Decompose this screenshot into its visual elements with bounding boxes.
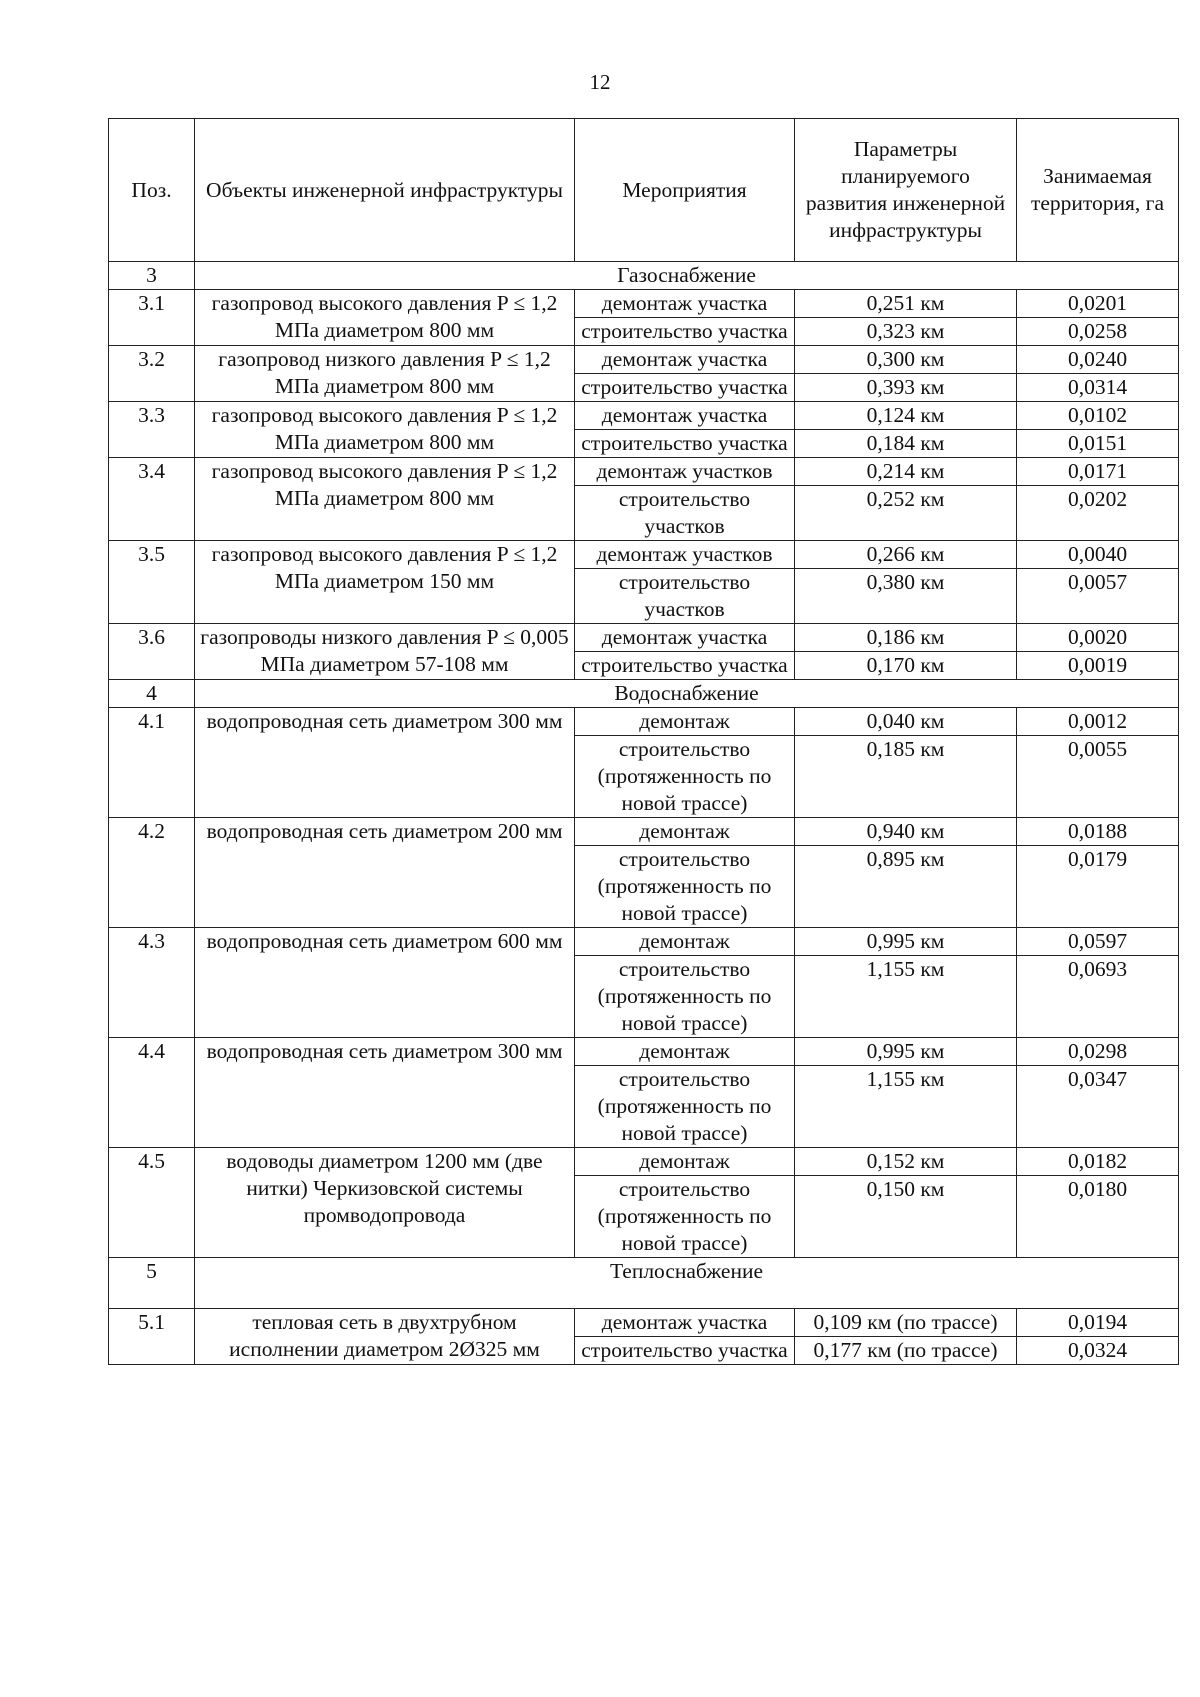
table-row (109, 708, 1179, 736)
item-object: водопроводная сеть диаметром 200 мм (195, 818, 575, 928)
section-pos: 3 (109, 262, 195, 290)
header-params: Параметры планируемого развития инженерной инфраструктуры (795, 119, 1017, 262)
item-area: 0,0057 (1017, 569, 1179, 624)
item-measure: демонтаж участка (575, 624, 795, 652)
item-measure: демонтаж участков (575, 458, 795, 486)
item-area: 0,0188 (1017, 818, 1179, 846)
item-param: 0,177 км (по трассе) (795, 1337, 1017, 1365)
item-param: 0,252 км (795, 486, 1017, 541)
table-row (109, 402, 1179, 430)
item-area: 0,0102 (1017, 402, 1179, 430)
item-area: 0,0020 (1017, 624, 1179, 652)
item-measure: строительство участка (575, 318, 795, 346)
infrastructure-table (108, 118, 1179, 1365)
item-measure: строительство участка (575, 652, 795, 680)
item-pos: 3.5 (109, 541, 195, 624)
item-area: 0,0258 (1017, 318, 1179, 346)
item-area: 0,0182 (1017, 1148, 1179, 1176)
section-title: Газоснабжение (195, 262, 1179, 290)
section-pos: 4 (109, 680, 195, 708)
item-area: 0,0019 (1017, 652, 1179, 680)
item-pos: 4.3 (109, 928, 195, 1038)
header-objects: Объекты инженерной инфраструктуры (195, 119, 575, 262)
table-row (109, 1038, 1179, 1066)
item-param: 0,266 км (795, 541, 1017, 569)
item-measure: строительство (протяженность по новой трассе) (575, 1176, 795, 1258)
header-pos: Поз. (109, 119, 195, 262)
item-object: водопроводная сеть диаметром 300 мм (195, 708, 575, 818)
item-pos: 4.5 (109, 1148, 195, 1258)
item-param: 0,323 км (795, 318, 1017, 346)
item-object: газопровод низкого давления P ≤ 1,2 МПа диаметром 800 мм (195, 346, 575, 402)
item-param: 0,995 км (795, 1038, 1017, 1066)
item-area: 0,0324 (1017, 1337, 1179, 1365)
table-row (109, 1309, 1179, 1337)
table-row (109, 818, 1179, 846)
table-row (109, 346, 1179, 374)
item-area: 0,0201 (1017, 290, 1179, 318)
item-measure: строительство (протяженность по новой трассе) (575, 736, 795, 818)
table-body (109, 262, 1179, 1365)
item-pos: 3.6 (109, 624, 195, 680)
item-measure: демонтаж участка (575, 402, 795, 430)
item-pos: 3.3 (109, 402, 195, 458)
item-object: газопровод высокого давления P ≤ 1,2 МПа диаметром 800 мм (195, 290, 575, 346)
section-row (109, 680, 1179, 708)
item-measure: демонтаж (575, 928, 795, 956)
item-measure: строительство участка (575, 1337, 795, 1365)
item-param: 1,155 км (795, 956, 1017, 1038)
item-param: 0,393 км (795, 374, 1017, 402)
item-measure: демонтаж участка (575, 346, 795, 374)
item-measure: строительство (протяженность по новой трассе) (575, 846, 795, 928)
item-measure: демонтаж (575, 1148, 795, 1176)
item-param: 0,184 км (795, 430, 1017, 458)
item-area: 0,0055 (1017, 736, 1179, 818)
section-row (109, 262, 1179, 290)
item-object: тепловая сеть в двухтрубном исполнении диаметром 2Ø325 мм (195, 1309, 575, 1365)
item-object: газопровод высокого давления P ≤ 1,2 МПа диаметром 800 мм (195, 402, 575, 458)
item-pos: 4.1 (109, 708, 195, 818)
item-pos: 4.2 (109, 818, 195, 928)
item-param: 1,155 км (795, 1066, 1017, 1148)
item-param: 0,170 км (795, 652, 1017, 680)
item-measure: демонтаж участка (575, 290, 795, 318)
item-param: 0,150 км (795, 1176, 1017, 1258)
section-pos: 5 (109, 1258, 195, 1309)
table-row (109, 928, 1179, 956)
item-measure: демонтаж участка (575, 1309, 795, 1337)
item-area: 0,0693 (1017, 956, 1179, 1038)
item-object: водоводы диаметром 1200 мм (две нитки) Черкизовской системы промводопровода (195, 1148, 575, 1258)
table-row (109, 290, 1179, 318)
item-measure: строительство участка (575, 374, 795, 402)
item-measure: демонтаж (575, 818, 795, 846)
item-area: 0,0012 (1017, 708, 1179, 736)
item-param: 0,895 км (795, 846, 1017, 928)
header-measures: Мероприятия (575, 119, 795, 262)
item-param: 0,940 км (795, 818, 1017, 846)
item-area: 0,0194 (1017, 1309, 1179, 1337)
item-object: водопроводная сеть диаметром 300 мм (195, 1038, 575, 1148)
section-title: Водоснабжение (195, 680, 1179, 708)
item-pos: 4.4 (109, 1038, 195, 1148)
item-pos: 3.4 (109, 458, 195, 541)
item-area: 0,0151 (1017, 430, 1179, 458)
item-area: 0,0240 (1017, 346, 1179, 374)
table-row (109, 458, 1179, 486)
item-param: 0,186 км (795, 624, 1017, 652)
item-param: 0,152 км (795, 1148, 1017, 1176)
item-object: водопроводная сеть диаметром 600 мм (195, 928, 575, 1038)
item-measure: демонтаж (575, 708, 795, 736)
item-pos: 3.1 (109, 290, 195, 346)
item-param: 0,300 км (795, 346, 1017, 374)
item-area: 0,0202 (1017, 486, 1179, 541)
table-row (109, 624, 1179, 652)
table-header-row (109, 119, 1179, 262)
item-param: 0,040 км (795, 708, 1017, 736)
item-measure: строительство участков (575, 486, 795, 541)
item-param: 0,380 км (795, 569, 1017, 624)
item-object: газопровод высокого давления P ≤ 1,2 МПа диаметром 800 мм (195, 458, 575, 541)
item-area: 0,0298 (1017, 1038, 1179, 1066)
item-param: 0,185 км (795, 736, 1017, 818)
item-area: 0,0314 (1017, 374, 1179, 402)
item-area: 0,0179 (1017, 846, 1179, 928)
table-row (109, 1148, 1179, 1176)
item-param: 0,214 км (795, 458, 1017, 486)
item-measure: демонтаж (575, 1038, 795, 1066)
table-row (109, 541, 1179, 569)
item-measure: строительство участка (575, 430, 795, 458)
item-area: 0,0597 (1017, 928, 1179, 956)
item-measure: строительство участков (575, 569, 795, 624)
section-title: Теплоснабжение (195, 1258, 1179, 1309)
section-row (109, 1258, 1179, 1309)
item-area: 0,0347 (1017, 1066, 1179, 1148)
item-measure: демонтаж участков (575, 541, 795, 569)
item-pos: 3.2 (109, 346, 195, 402)
item-area: 0,0040 (1017, 541, 1179, 569)
header-area: Занимаемая территория, га (1017, 119, 1179, 262)
item-measure: строительство (протяженность по новой трассе) (575, 1066, 795, 1148)
item-area: 0,0180 (1017, 1176, 1179, 1258)
item-pos: 5.1 (109, 1309, 195, 1365)
item-measure: строительство (протяженность по новой трассе) (575, 956, 795, 1038)
page-number: 12 (589, 70, 611, 94)
item-object: газопроводы низкого давления P ≤ 0,005 МПа диаметром 57-108 мм (195, 624, 575, 680)
item-param: 0,251 км (795, 290, 1017, 318)
item-param: 0,995 км (795, 928, 1017, 956)
item-param: 0,109 км (по трассе) (795, 1309, 1017, 1337)
item-param: 0,124 км (795, 402, 1017, 430)
item-area: 0,0171 (1017, 458, 1179, 486)
item-object: газопровод высокого давления P ≤ 1,2 МПа диаметром 150 мм (195, 541, 575, 624)
